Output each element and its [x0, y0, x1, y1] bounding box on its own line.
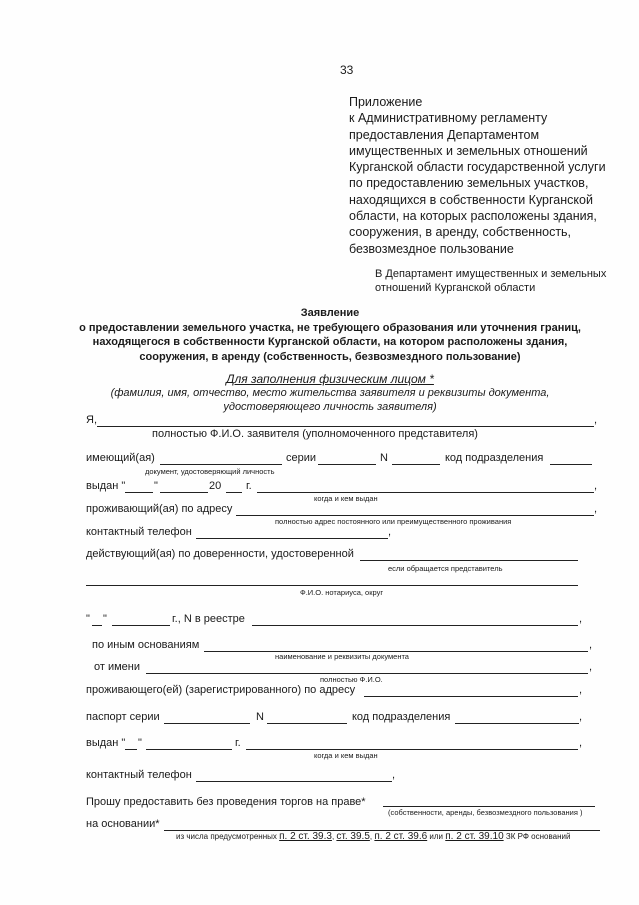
comma: ,	[594, 414, 598, 426]
registry-day-line[interactable]	[92, 625, 102, 626]
title-line: сооружения, в аренду (собственность, безвозмездного пользование)	[139, 350, 521, 363]
label-g2: г.	[235, 737, 241, 749]
label-registry: г., N в реестре	[172, 613, 245, 625]
document-title	[60, 306, 600, 364]
appendix-line: области, на которых расположены здания,	[349, 209, 597, 224]
law-ref-link[interactable]: п. 2 ст. 39.6	[374, 831, 428, 842]
label-basis: на основании*	[86, 818, 160, 830]
label-n2: N	[256, 711, 264, 723]
label-ya: Я,	[86, 414, 97, 426]
label-phone: контактный телефон	[86, 526, 192, 538]
comma: ,	[579, 711, 583, 723]
basis-prefix: из числа предусмотренных	[176, 832, 277, 841]
quote2: "	[138, 737, 142, 749]
label-residing2: проживающего(ей) (зарегистрированного) по адресу	[86, 684, 356, 696]
appendix-line: Приложение	[349, 95, 423, 109]
appendix-line: предоставления Департаментом	[349, 127, 540, 142]
comma: ,	[594, 480, 598, 492]
appendix-block	[349, 94, 606, 257]
fio-field-line[interactable]	[97, 426, 594, 427]
label-residing: проживающий(ая) по адресу	[86, 503, 233, 515]
registry-number-line[interactable]	[252, 625, 578, 626]
division-code2-line[interactable]	[455, 723, 579, 724]
title-line: Заявление	[300, 307, 360, 319]
proxy-field-line[interactable]	[360, 560, 578, 561]
year-prefix: 20	[209, 480, 222, 492]
appendix-line: имущественных и земельных отношений	[349, 143, 588, 158]
series-field-line[interactable]	[318, 464, 376, 465]
appendix-line: по предоставлению земельных участков,	[349, 176, 589, 191]
label-division-code2: код подразделения	[352, 711, 451, 723]
passport-series-line[interactable]	[164, 723, 250, 724]
law-ref-link[interactable]: ст. 39.5	[336, 831, 370, 842]
doc-type-field-line[interactable]	[160, 464, 282, 465]
right-hint: (собственности, аренды, безвозмездного пользования )	[388, 808, 583, 817]
notary-field-line[interactable]	[86, 585, 578, 586]
on-behalf-line[interactable]	[146, 673, 588, 674]
appendix-line: сооружения, в аренду, собственность,	[349, 225, 572, 240]
passport-number-line[interactable]	[267, 723, 347, 724]
label-phone2: контактный телефон	[86, 769, 192, 781]
comma: ,	[388, 526, 392, 538]
label-acting: действующий(ая) по доверенности, удостоверенной	[86, 548, 354, 560]
section-note: (фамилия, имя, отчество, место жительства заявителя и реквизиты документа,	[110, 387, 550, 399]
fio-hint: полностью Ф.И.О. заявителя (уполномоченного представителя)	[152, 428, 478, 440]
addressee-line: В Департамент имущественных и земельных	[375, 268, 607, 280]
basis-refs: из числа предусмотренных п. 2 ст. 39.3, ст. 39.5, п. 2 ст. 39.6 или п. 2 ст. 39.10 ЗК РФ оснований	[176, 831, 571, 842]
label-n: N	[380, 452, 388, 464]
phone2-field-line[interactable]	[196, 781, 392, 782]
appendix-line: Курганской области государственной услуги	[349, 160, 606, 175]
issued2-by-line[interactable]	[246, 749, 578, 750]
page-number: 33	[340, 63, 354, 77]
issued2-month-line[interactable]	[146, 749, 232, 750]
appendix-line: к Административному регламенту	[349, 111, 548, 126]
appendix-line: находящихся в собственности Курганской	[349, 192, 593, 207]
registry-quote-open: "	[86, 613, 90, 625]
ili: или	[429, 832, 444, 841]
label-having: имеющий(ая)	[86, 452, 155, 464]
address2-field-line[interactable]	[364, 696, 578, 697]
phone-field-line[interactable]	[196, 538, 388, 539]
law-ref-link[interactable]: п. 2 ст. 39.3	[279, 831, 332, 842]
label-request: Прошу предоставить без проведения торгов на праве*	[86, 796, 366, 808]
doc-name-hint: наименование и реквизиты документа	[275, 652, 409, 661]
addressee-line: отношений Курганской области	[375, 282, 536, 294]
number-field-line[interactable]	[392, 464, 440, 465]
issued2-day-line[interactable]	[125, 749, 137, 750]
title-line: находящегося в собственности Курганской области, на котором расположены здания,	[92, 336, 568, 348]
division-code-field-line[interactable]	[550, 464, 592, 465]
rep-hint: если обращается представитель	[388, 564, 503, 573]
title-line: о предоставлении земельного участка, не требующего образования или уточнения границ,	[79, 321, 581, 334]
full-fio-hint: полностью Ф.И.О.	[320, 675, 383, 684]
issued-day-line[interactable]	[125, 492, 153, 493]
issued-month-line[interactable]	[160, 492, 208, 493]
label-issued2: выдан "	[86, 737, 126, 749]
comma: ,	[579, 613, 583, 625]
quote: "	[154, 480, 158, 492]
issued-by-field-line[interactable]	[257, 492, 594, 493]
label-on-behalf: от имени	[94, 661, 141, 673]
comma: ,	[594, 503, 598, 515]
address-hint: полностью адрес постоянного или преимущественного проживания	[275, 517, 512, 526]
law-ref-link[interactable]: п. 2 ст. 39.10	[445, 831, 504, 842]
addressee	[375, 267, 606, 295]
comma: ,	[589, 639, 593, 651]
address-field-line[interactable]	[236, 515, 594, 516]
section-heading: Для заполнения физическим лицом *	[226, 372, 434, 386]
notary-hint: Ф.И.О. нотариуса, округ	[300, 588, 384, 597]
label-other-grounds: по иным основаниям	[92, 639, 200, 651]
appendix-line: безвозмездное пользование	[349, 241, 514, 256]
registry-month-line[interactable]	[112, 625, 170, 626]
issued-year-line[interactable]	[226, 492, 242, 493]
section-note: удостоверяющего личность заявителя)	[223, 401, 437, 413]
doc-hint: документ, удостоверяющий личность	[145, 467, 275, 476]
by-whom-hint: когда и кем выдан	[314, 494, 378, 503]
comma: ,	[579, 737, 583, 749]
basis-suffix: ЗК РФ оснований	[505, 832, 571, 841]
label-g: г.	[246, 480, 252, 492]
comma: ,	[579, 684, 583, 696]
right-type-field-line[interactable]	[383, 806, 595, 807]
label-division-code: код подразделения	[445, 452, 544, 464]
label-passport-series: паспорт серии	[86, 711, 160, 723]
comma: ,	[589, 661, 593, 673]
by-whom-hint2: когда и кем выдан	[314, 751, 378, 760]
label-issued: выдан "	[86, 480, 126, 492]
label-series: серии	[286, 452, 317, 464]
comma: ,	[392, 769, 396, 781]
registry-quote-close: "	[103, 613, 107, 625]
